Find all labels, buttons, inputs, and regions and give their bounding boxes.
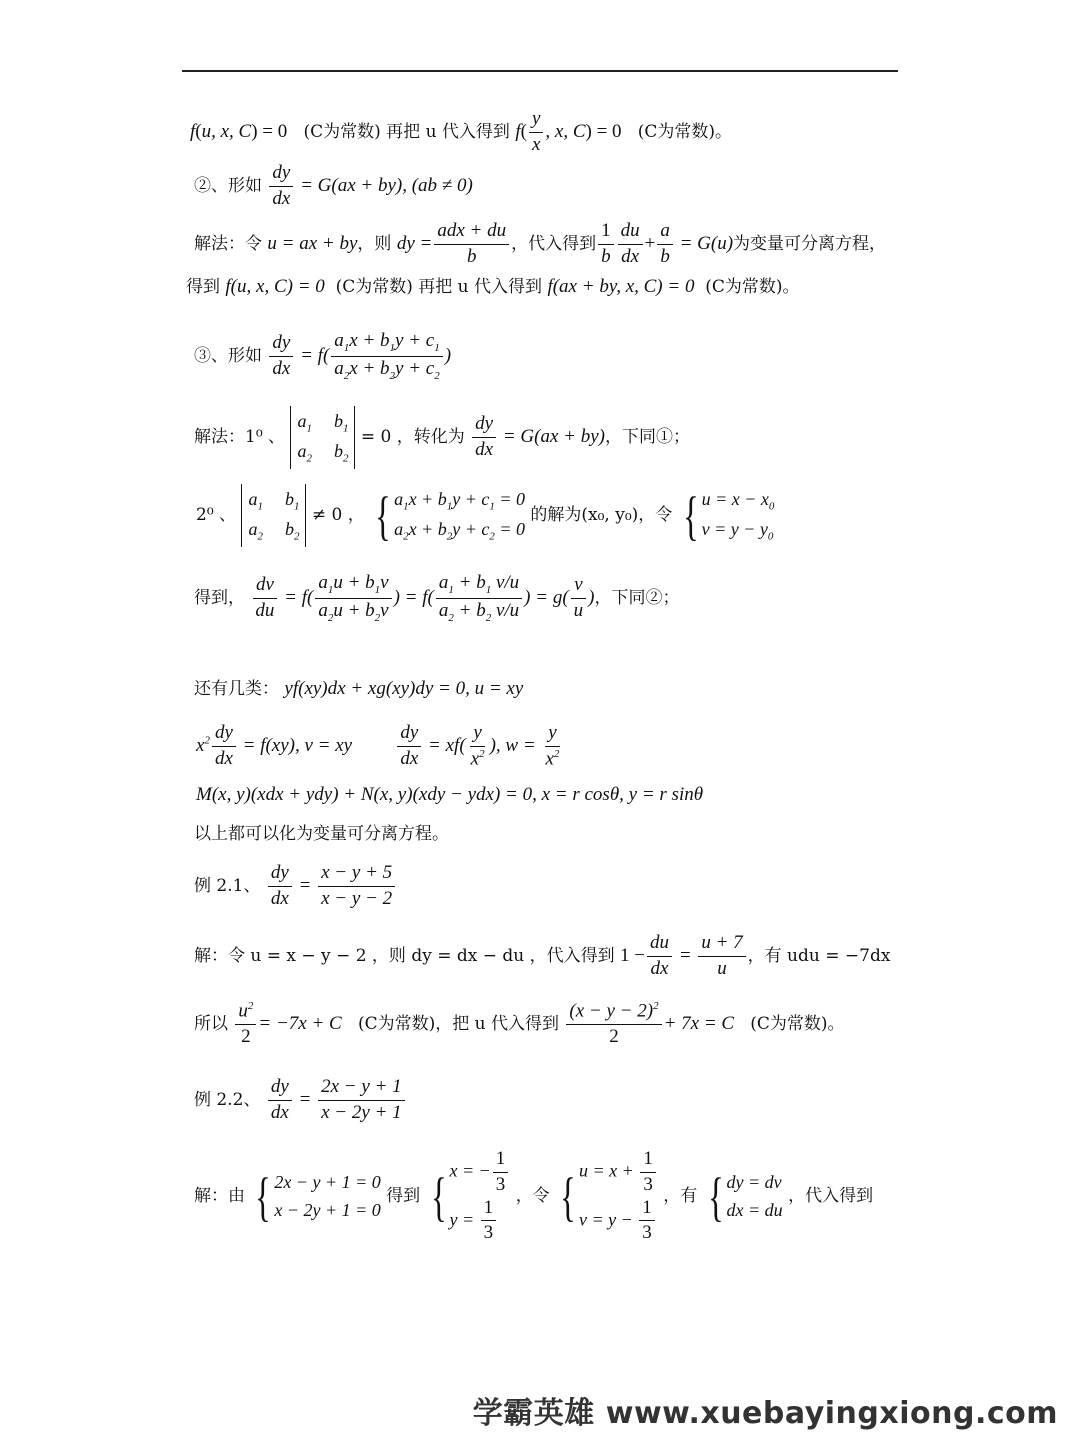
transformed-equation: 得到， $\frac{dv}{du}$ = f( $\frac{a_1u + b_1v}{a_2u + b_2v}$ ) = f( $\frac{a_1 + b_1 v/u}{a_2 + b_2 v/u}$ ) = g( $\frac{v}{u}$ )，下同②； bbox=[194, 572, 680, 624]
item-2-heading: ②、形如 $\frac{dy}{dx}$ = G(ax + by), (ab ≠ 0) bbox=[194, 162, 473, 209]
other-types-1: 还有几类： yf(xy)dx + xg(xy)dy = 0, u = xy bbox=[194, 678, 524, 699]
case-2: 2⁰ 、 $a_1$ $b_1$ $a_2$ $b_2$ ≠ 0 ， { $a_1x + b_1y + c_1 = 0$ $a_2x + b_2y + c_2 = 0$ 的解为(x₀, y₀)，令 { $u = x - x_0$ $v = y - y_0$ bbox=[196, 485, 775, 546]
header-rule bbox=[182, 70, 898, 72]
item-2-result: 得到 f(u, x, C) = 0 (C为常数) 再把 u 代入得到 f(ax + by, x, C) = 0 (C为常数)。 bbox=[186, 276, 800, 297]
example-2-1-result: 所以 $\frac{u^2}{2}$ = −7x + C (C为常数)，把 u 代入得到 $\frac{(x - y - 2)^2}{2}$ + 7x = C (C为常数)。 bbox=[194, 1000, 845, 1048]
item-2-solution: 解法：令 u = ax + by，则 dy = adx + du b ，代入得到 $\frac{1}{b}$ $\frac{du}{dx}$ + $\frac{a}{b}$ = G(u)为变量可分离方程， bbox=[194, 220, 887, 267]
example-2-2-solution: 解：由 { 2x − y + 1 = 0 x − 2y + 1 = 0 得到 { x = − $\frac{1}{3}$ y = $\frac{1}{3}$ ，令 { u = x + $\frac{1}{3}$ v = y − $\frac{1}{3}$ ，有 { dy = dv dx = du ，代入得到 bbox=[194, 1148, 874, 1244]
case-1: 解法：1⁰ 、 $a_1$ $b_1$ $a_2$ $b_2$ = 0 ，转化为 $\frac{dy}{dx}$ = G(ax + by)，下同①； bbox=[194, 406, 690, 469]
example-2-2: 例 2.2、 $\frac{dy}{dx}$ = $\frac{2x - y + 1}{x - 2y + 1}$ bbox=[194, 1076, 407, 1125]
other-types-2: $x^2$ $\frac{dy}{dx}$ = f(xy), v = xy $\frac{dy}{dx}$ = xf( $\frac{y}{x^2}$ ), w = $\frac{y}{x^2}$ bbox=[196, 722, 560, 770]
item-3-heading: ③、形如 $\frac{dy}{dx}$ = f( $\frac{a_1x + b_1y + c_1}{a_2x + b_2y + c_2}$ ) bbox=[194, 330, 452, 382]
other-types-3: M(x, y)(xdx + ydy) + N(x, y)(xdy − ydx) = 0, x = r cosθ, y = r sinθ bbox=[196, 784, 704, 805]
line-1: f(u, x, C) = 0 (C为常数) 再把 u 代入得到 f( $\frac{y}{x}$ , x, C) = 0 (C为常数)。 bbox=[190, 108, 733, 155]
watermark: 学霸英雄 www.xuebayingxiong.com bbox=[472, 1396, 1058, 1431]
example-2-1-solution: 解：令 u = x − y − 2 ，则 dy = dx − du ，代入得到 1 − $\frac{du}{dx}$ = $\frac{u + 7}{u}$ ，有 udu = −7dx bbox=[194, 932, 891, 979]
summary: 以上都可以化为变量可分离方程。 bbox=[194, 824, 449, 844]
example-2-1: 例 2.1、 $\frac{dy}{dx}$ = $\frac{x - y + 5}{x - y - 2}$ bbox=[194, 862, 397, 911]
